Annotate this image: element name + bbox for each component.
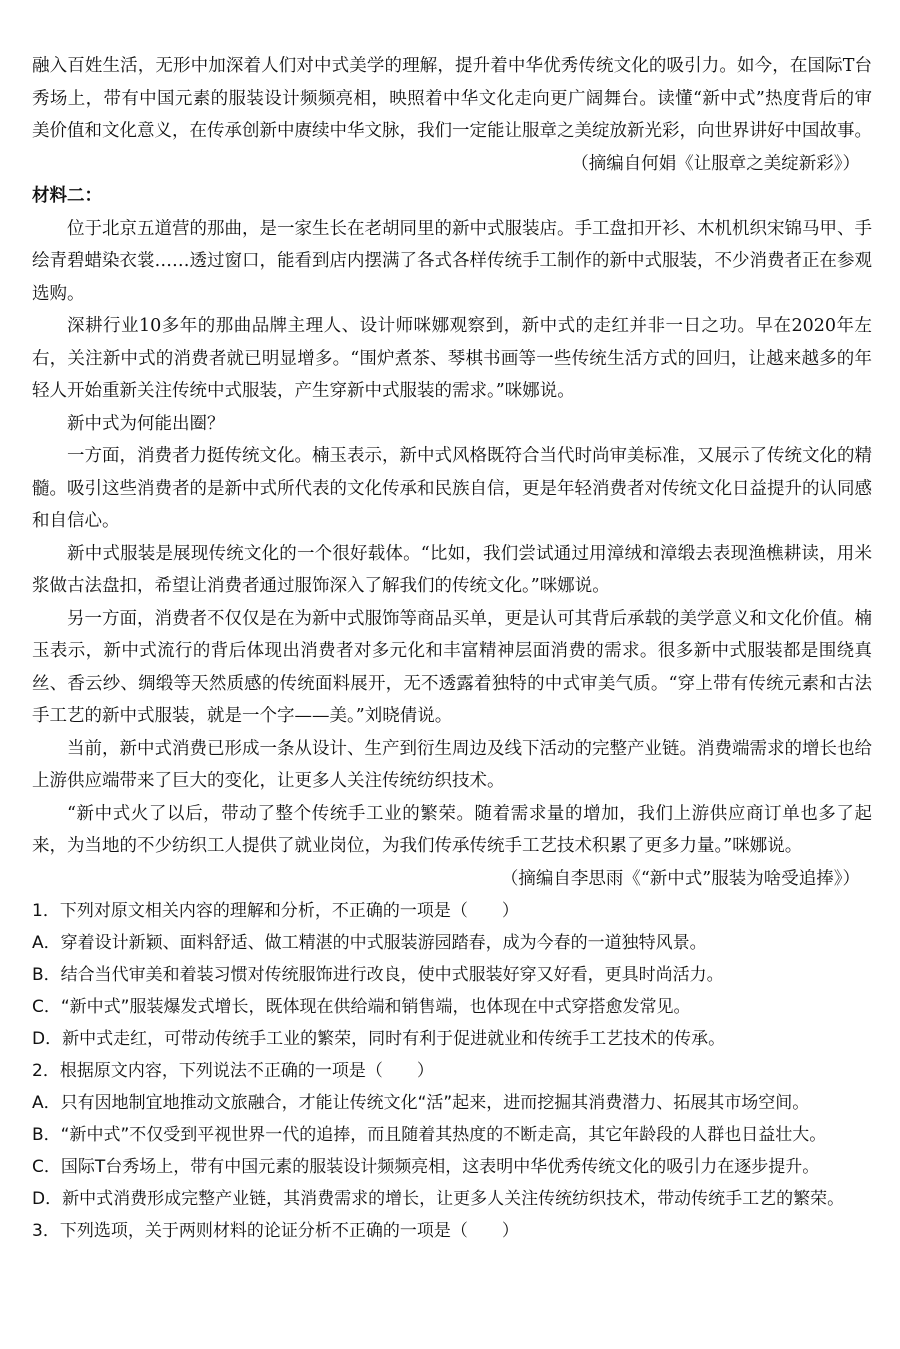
material2-heading: 材料二：: [32, 186, 102, 206]
material2-paragraph: 当前，新中式消费已形成一条从设计、生产到衍生周边及线下活动的完整产业链。消费端需求的增长也给上游供应端带来了巨大的变化，让更多人关注传统纺织技术。: [32, 738, 872, 791]
option-a: A．只有因地制宜地推动文旅融合，才能让传统文化“活”起来，进而挖掘其消费潜力、拓展其市场空间。: [32, 1093, 810, 1113]
option-d: D．新中式走红，可带动传统手工业的繁荣，同时有利于促进就业和传统手工艺技术的传承。: [32, 1029, 726, 1049]
option-d: D．新中式消费形成完整产业链，其消费需求的增长，让更多人关注传统纺织技术，带动传统手工艺的繁荣。: [32, 1189, 845, 1209]
material2-paragraph: 深耕行业10多年的那曲品牌主理人、设计师咪娜观察到，新中式的走红并非一日之功。早在2020年左右，关注新中式的消费者就已明显增多。“围炉煮茶、琴棋书画等一些传统生活方式的回归，让越来越多的年轻人开始重新关注传统中式服装，产生穿新中式服装的需求。”咪娜说。: [32, 316, 872, 401]
option-c: C．“新中式”服装爆发式增长，既体现在供给端和销售端，也体现在中式穿搭愈发常见。: [32, 997, 691, 1017]
material2-paragraph: 位于北京五道营的那曲，是一家生长在老胡同里的新中式服装店。手工盘扣开衫、木机机织宋锦马甲、手绘青碧蜡染衣裳……透过窗口，能看到店内摆满了各式各样传统手工制作的新中式服装，不少消费者正在参观选购。: [32, 218, 872, 304]
material1-tail: 融入百姓生活，无形中加深着人们对中式美学的理解，提升着中华优秀传统文化的吸引力。如今，在国际T台秀场上，带有中国元素的服装设计频频亮相，映照着中华文化走向更广阔舞台。读懂“新中式”热度背后的审美价值和文化意义，在传承创新中赓续中华文脉，我们一定能让服章之美绽放新光彩，向世界讲好中国故事。: [32, 56, 872, 141]
material2-paragraph: 新中式服装是展现传统文化的一个很好载体。“比如，我们尝试通过用漳绒和漳缎去表现渔樵耕读，用米浆做古法盘扣，希望让消费者通过服饰深入了解我们的传统文化。”咪娜说。: [32, 543, 872, 596]
document-page: [32, 50, 872, 1247]
question-1: [32, 895, 872, 1055]
material2-source: （摘编自李思雨《“新中式”服装为啥受追捧》）: [500, 868, 860, 889]
option-c: C．国际T台秀场上，带有中国元素的服装设计频频亮相，这表明中华优秀传统文化的吸引力在逐步提升。: [32, 1157, 820, 1177]
question-stem: 1．下列对原文相关内容的理解和分析，不正确的一项是（ ）: [32, 901, 519, 921]
question-2: [32, 1055, 872, 1215]
option-b: B．结合当代审美和着装习惯对传统服饰进行改良，使中式服装好穿又好看，更具时尚活力。: [32, 965, 724, 985]
question-3: [32, 1215, 872, 1247]
option-b: B．“新中式”不仅受到平视世界一代的追捧，而且随着其热度的不断走高，其它年龄段的人群也日益壮大。: [32, 1125, 827, 1145]
material2-paragraph: 一方面，消费者力挺传统文化。楠玉表示，新中式风格既符合当代时尚审美标准，又展示了传统文化的精髓。吸引这些消费者的是新中式所代表的文化传承和民族自信，更是年轻消费者对传统文化日益提升的认同感和自信心。: [32, 446, 872, 531]
question-stem: 3．下列选项，关于两则材料的论证分析不正确的一项是（ ）: [32, 1221, 519, 1241]
material2-paragraph: 另一方面，消费者不仅仅是在为新中式服饰等商品买单，更是认可其背后承载的美学意义和文化价值。楠玉表示，新中式流行的背后体现出消费者对多元化和丰富精神层面消费的需求。很多新中式服装都是围绕真丝、香云纱、绸缎等天然质感的传统面料展开，无不透露着独特的中式审美气质。“穿上带有传统元素和古法手工艺的新中式服装，就是一个字——美。”刘晓倩说。: [32, 608, 872, 726]
material1-source: （摘编自何娟《让服章之美绽新彩》）: [571, 153, 860, 174]
option-a: A．穿着设计新颖、面料舒适、做工精湛的中式服装游园踏春，成为今春的一道独特风景。: [32, 933, 707, 953]
material2-paragraph: “新中式火了以后，带动了整个传统手工业的繁荣。随着需求量的增加，我们上游供应商订单也多了起来，为当地的不少纺织工人提供了就业岗位，为我们传承传统手工艺技术积累了更多力量。”咪娜说。: [32, 803, 872, 856]
question-stem: 2．根据原文内容，下列说法不正确的一项是（ ）: [32, 1061, 434, 1081]
material2-paragraph: 新中式为何能出圈？: [67, 413, 225, 434]
